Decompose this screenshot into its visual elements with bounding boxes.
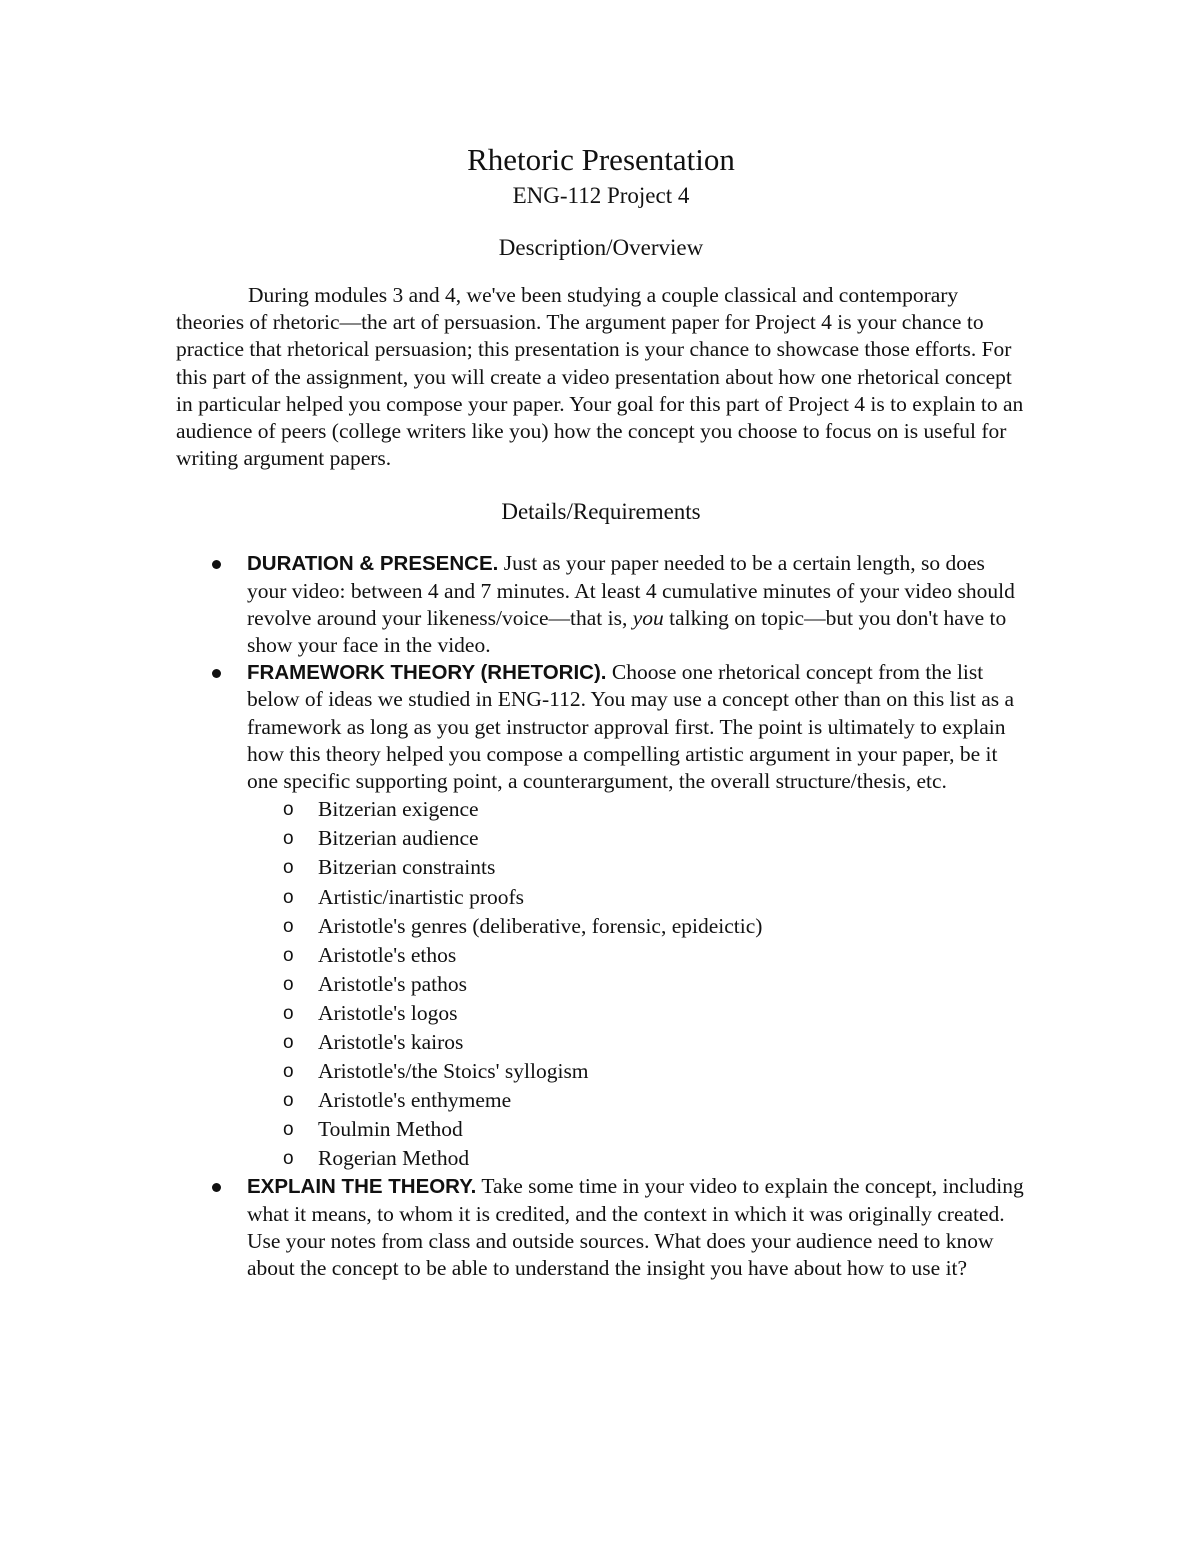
concept-label: Bitzerian audience bbox=[318, 826, 479, 851]
requirement-lead: FRAMEWORK THEORY (RHETORIC). bbox=[247, 661, 607, 685]
concept-label: Artistic/inartistic proofs bbox=[318, 884, 525, 909]
concept-label: Aristotle's/the Stoics' syllogism bbox=[318, 1059, 589, 1084]
concept-label: Aristotle's enthymeme bbox=[318, 1088, 512, 1113]
concept-label: Bitzerian exigence bbox=[318, 797, 479, 822]
concept-label: Aristotle's ethos bbox=[318, 942, 457, 967]
details-heading: Details/Requirements bbox=[501, 499, 701, 525]
circle-bullet-icon: o bbox=[283, 915, 294, 937]
bullet-icon bbox=[212, 669, 221, 678]
concept-item bbox=[247, 941, 1026, 970]
concept-label: Aristotle's kairos bbox=[318, 1030, 464, 1054]
circle-bullet-icon: o bbox=[283, 944, 294, 966]
requirement-text: Just as your paper needed to be a certain length, so does your video: between 4 and 7 minutes. At least 4 cumulative minutes of your video should revolve around your likeness/voice—that is, bbox=[247, 551, 1015, 630]
requirement-explain-theory bbox=[176, 1173, 1026, 1282]
rhetorical-concepts-list bbox=[247, 795, 1026, 1173]
concept-label: Bitzerian constraints bbox=[318, 855, 496, 880]
document-title: Rhetoric Presentation bbox=[467, 142, 735, 177]
requirement-text-continued: talking on topic—but you don't have to show your face in the video. bbox=[247, 605, 1007, 658]
requirement-lead: DURATION & PRESENCE. bbox=[247, 552, 499, 576]
requirement-text: Choose one rhetorical concept from the list below of ideas we studied in ENG-112. You may use a concept other than on this list as a framework as long as you get instructor approval first. The point is ultimately to explain how this theory helped you compose a compelling artistic argument in your paper, be it one specific supporting point, a counterargument, the overall structure/thesis, etc. bbox=[247, 660, 1015, 794]
circle-bullet-icon: o bbox=[283, 828, 294, 850]
concept-item bbox=[247, 795, 1026, 824]
requirement-text: Take some time in your video to explain the concept, including what it means, to whom it is credited, and the context in which it was originally created. Use your notes from class and outside sources. What does your audience need to know about the concept to be able to understand the insight you have about how to use it? bbox=[247, 1174, 1024, 1281]
requirements-list bbox=[176, 550, 1026, 1282]
concept-label: Toulmin Method bbox=[318, 1117, 463, 1142]
overview-heading: Description/Overview bbox=[498, 235, 704, 260]
concept-item bbox=[247, 970, 1026, 999]
circle-bullet-icon: o bbox=[283, 1032, 294, 1053]
circle-bullet-icon: o bbox=[283, 799, 294, 821]
concept-item bbox=[247, 883, 1026, 912]
concept-item bbox=[247, 1144, 1026, 1173]
concept-item bbox=[247, 1057, 1026, 1086]
bullet-icon bbox=[212, 1183, 221, 1192]
requirement-lead: EXPLAIN THE THEORY. bbox=[247, 1175, 477, 1199]
concept-item bbox=[247, 853, 1026, 882]
concept-item bbox=[247, 824, 1026, 853]
circle-bullet-icon: o bbox=[283, 973, 294, 995]
concept-label: Aristotle's genres (deliberative, forensic, epideictic) bbox=[318, 913, 763, 938]
concept-label: Aristotle's logos bbox=[318, 1000, 458, 1025]
circle-bullet-icon: o bbox=[283, 1090, 294, 1112]
bullet-icon bbox=[212, 560, 221, 569]
circle-bullet-icon: o bbox=[283, 1148, 294, 1170]
requirement-emphasis: you bbox=[632, 605, 664, 630]
concept-item bbox=[247, 1115, 1026, 1144]
circle-bullet-icon: o bbox=[283, 1002, 294, 1024]
requirement-duration-presence bbox=[176, 550, 1026, 659]
concept-item bbox=[247, 912, 1026, 941]
circle-bullet-icon: o bbox=[283, 886, 294, 908]
document-page bbox=[176, 140, 1026, 1282]
concept-item bbox=[247, 999, 1026, 1028]
concept-item bbox=[247, 1086, 1026, 1115]
concept-label: Rogerian Method bbox=[318, 1146, 470, 1171]
circle-bullet-icon: o bbox=[283, 1119, 294, 1141]
overview-paragraph: During modules 3 and 4, we've been studying a couple classical and contemporary theories of rhetoric—the art of persuasion. The argument paper for Project 4 is your chance to practice that rhetorical persuasion; this presentation is your chance to showcase those efforts. For this part of the assignment, you will create a video presentation about how one rhetorical concept in particular helped you compose your paper. Your goal for this part of Project 4 is to explain to an audience of peers (college writers like you) how the concept you choose to focus on is useful for writing argument papers. bbox=[176, 283, 1024, 471]
requirement-framework-theory bbox=[176, 659, 1026, 1173]
concept-item bbox=[247, 1028, 1026, 1057]
circle-bullet-icon: o bbox=[283, 1061, 294, 1083]
circle-bullet-icon: o bbox=[283, 857, 294, 879]
document-subtitle: ENG-112 Project 4 bbox=[512, 183, 690, 208]
concept-label: Aristotle's pathos bbox=[318, 971, 467, 996]
